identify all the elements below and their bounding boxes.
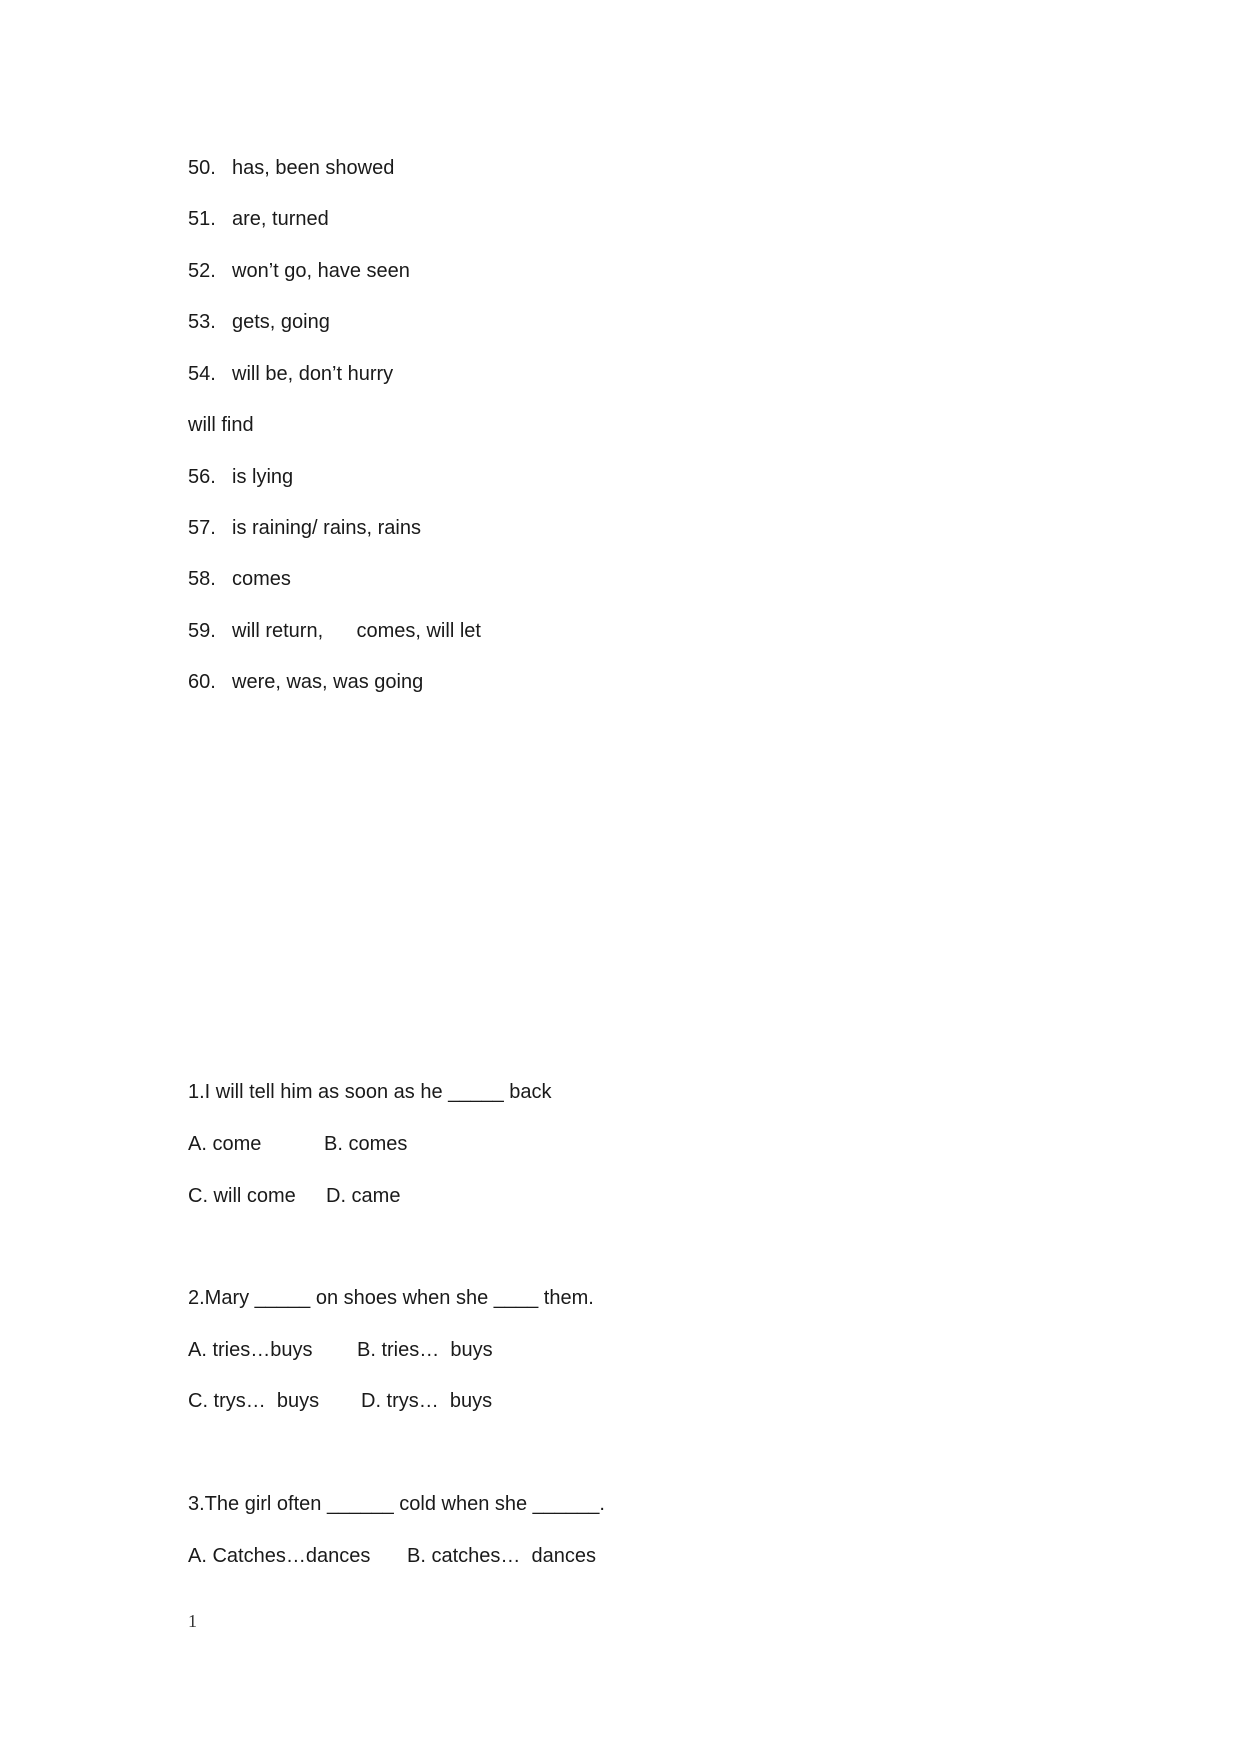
answer-text: were, was, was going [232, 671, 424, 693]
answer-number: 51. [188, 208, 216, 230]
answer-text: has, been showed [232, 157, 395, 179]
answer-line [188, 156, 394, 180]
answer-line [188, 413, 254, 437]
answer-text: will return, comes, will let [232, 620, 481, 642]
option-c: C. trys… buys [188, 1390, 320, 1412]
answer-number: 54. [188, 363, 216, 385]
option-b: B. comes [324, 1133, 408, 1155]
option-b: B. catches… dances [407, 1545, 596, 1567]
answer-number: 52. [188, 260, 216, 282]
answer-line [188, 259, 410, 283]
answer-number: 60. [188, 671, 216, 693]
option-d: D. trys… buys [361, 1390, 493, 1412]
answer-line [188, 362, 393, 386]
answer-text: will find [188, 414, 254, 436]
option-c: C. will come [188, 1185, 296, 1207]
answer-line [188, 465, 293, 489]
answer-number: 53. [188, 311, 216, 333]
answer-text: are, turned [232, 208, 329, 230]
answer-line [188, 207, 329, 231]
option-b: B. tries… buys [357, 1339, 493, 1361]
answer-line [188, 619, 481, 643]
option-row [188, 1544, 596, 1568]
option-a: A. come [188, 1133, 262, 1155]
option-row [188, 1132, 407, 1156]
answer-line [188, 670, 423, 694]
answer-text: gets, going [232, 311, 330, 333]
option-row [188, 1338, 493, 1362]
answer-number: 56. [188, 466, 216, 488]
answer-text: comes [232, 568, 291, 590]
answer-text: is raining/ rains, rains [232, 517, 421, 539]
option-a: A. tries…buys [188, 1339, 313, 1361]
answer-line [188, 310, 330, 334]
answer-number: 59. [188, 620, 216, 642]
option-d: D. came [326, 1185, 401, 1207]
answer-line [188, 567, 291, 591]
question-stem: 2.Mary _____ on shoes when she ____ them. [188, 1287, 594, 1309]
option-a: A. Catches…dances [188, 1545, 371, 1567]
question-stem: 1.I will tell him as soon as he _____ back [188, 1081, 552, 1103]
answer-line [188, 516, 421, 540]
answer-text: is lying [232, 466, 294, 488]
answer-number: 57. [188, 517, 216, 539]
answer-number: 58. [188, 568, 216, 590]
answer-text: won’t go, have seen [232, 260, 410, 282]
option-row [188, 1389, 492, 1413]
answer-number: 50. [188, 157, 216, 179]
question-stem: 3.The girl often ______ cold when she ______. [188, 1493, 605, 1515]
answer-text: will be, don’t hurry [232, 363, 394, 385]
option-row [188, 1184, 400, 1208]
page-number: 1 [188, 1611, 197, 1631]
